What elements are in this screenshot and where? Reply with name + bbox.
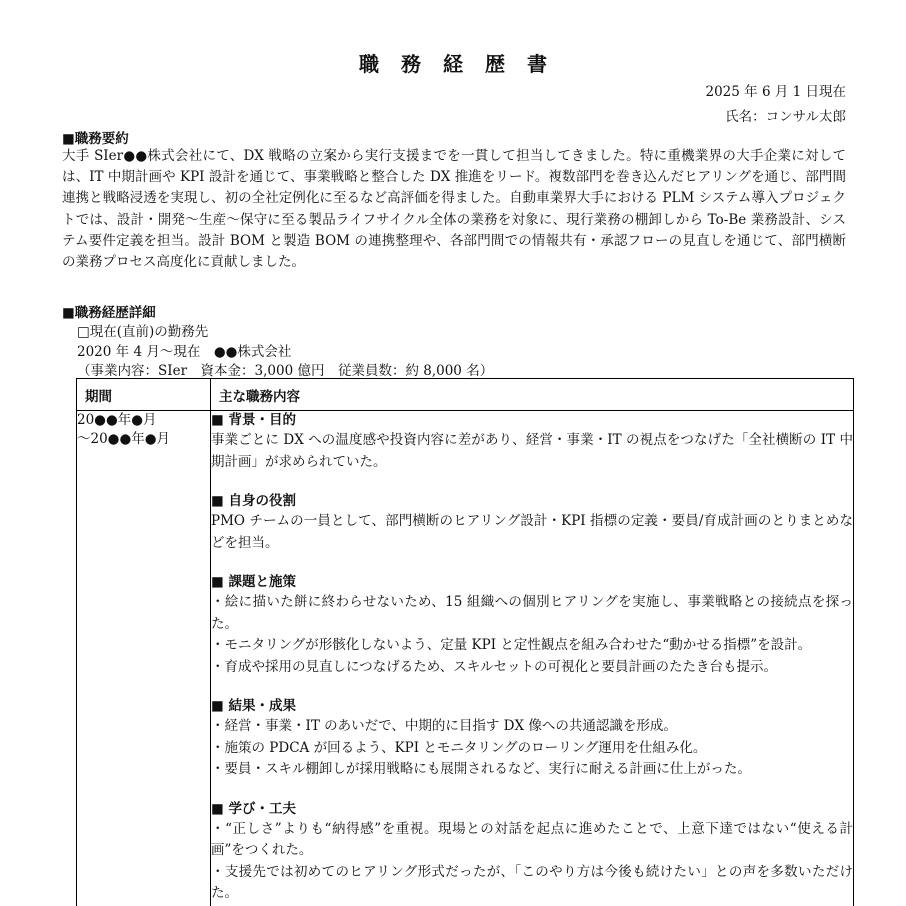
block-background — [211, 411, 853, 473]
block-role — [211, 492, 853, 554]
block-results — [211, 697, 853, 781]
company-info: （事業内容：SIer 資本金：3,000 億円 従業員数：約 8,000 名） — [77, 363, 494, 379]
summary-heading: ■職務要約 — [62, 131, 129, 147]
period-cell — [77, 411, 211, 906]
column-header-period: 期間 — [77, 379, 211, 411]
block-learnings — [211, 800, 853, 905]
table-header-row — [77, 379, 854, 411]
block-line: ・経営・事業・IT のあいだで、中期的に目指す DX 像への共通認識を形成。 — [211, 718, 677, 734]
block-line: ・要員・スキル棚卸しが採用戦略にも展開されるなど、実行に耐える計画に仕上がった。 — [211, 761, 751, 777]
document-date: 2025 年 6 月 1 日現在 — [705, 84, 846, 100]
career-table — [76, 378, 854, 906]
company-line: 2020 年 4 月～現在 ●●株式会社 — [77, 344, 292, 360]
table-row — [77, 411, 854, 906]
block-line: ・モニタリングが形骸化しないよう、定量 KPI と定性観点を組み合わせた“動かせる指標”を設計。 — [211, 637, 812, 653]
column-header-content: 主な職務内容 — [211, 379, 854, 411]
content-cell — [211, 411, 854, 906]
block-issues — [211, 573, 853, 678]
block-line: ・支援先では初めてのヒアリング形式だったが、「このやり方は今後も続けたい」との声を多数いただけた。 — [211, 863, 853, 901]
summary-text: 大手 SIer●●株式会社にて、DX 戦略の立案から実行支援までを一貫して担当してきました。特に重機業界の大手企業に対しては、IT 中期計画や KPI 設計を通じて、事業戦略と整合した DX 推進をリード。複数部門を巻き込んだヒアリングを通じ、部門間連携と戦略浸透を実現し、初の全社定例化に至るなど高評価を得ました。自動車業界大手における PLM システム導入プロジェクトでは、設計・開発～生産～保守に至る製品ライフサイクル全体の業務を対象に、現行業務の棚卸しから To-Be 業務設計、システム要件定義を担当。設計 BOM と製造 BOM の連携整理や、各部門間での情報共有・承認フローの見直しを通じて、部門横断の業務プロセス高度化に貢献しました。 — [62, 148, 846, 271]
block-heading: ■ 背景・目的 — [211, 412, 296, 428]
period-start: 20●●年●月 — [77, 412, 157, 428]
period-end: ～20●●年●月 — [77, 431, 171, 447]
block-heading: ■ 結果・成果 — [211, 698, 296, 714]
block-heading: ■ 学び・工夫 — [211, 800, 296, 817]
block-heading: ■ 自身の役割 — [211, 493, 296, 509]
current-employer-label: □現在(直前)の勤務先 — [77, 324, 209, 340]
block-line: PMO チームの一員として、部門横断のヒアリング設計・KPI 指標の定義・要員/育成計画のとりまとめなどを担当。 — [211, 513, 853, 551]
block-line: ・施策の PDCA が回るよう、KPI とモニタリングのローリング運用を仕組み化。 — [211, 739, 707, 756]
block-line: ・“正しさ”よりも“納得感”を重視。現場との対話を起点に進めたことで、上意下達ではない“使える計画”をつくれた。 — [211, 820, 853, 858]
block-line: ・育成や採用の見直しにつなげるため、スキルセットの可視化と要員計画のたたき台も提示。 — [211, 658, 778, 675]
block-line: ・絵に描いた餅に終わらせないため、15 組織への個別ヒアリングを実施し、事業戦略との接続点を探った。 — [211, 594, 853, 632]
applicant-name: 氏名：コンサル太郎 — [725, 109, 846, 125]
block-line: 事業ごとに DX への温度感や投資内容に差があり、経営・事業・IT の視点をつなげた「全社横断の IT 中期計画」が求められていた。 — [211, 432, 853, 470]
document-title: 職務経歴書 — [359, 52, 569, 76]
block-heading: ■ 課題と施策 — [211, 574, 296, 590]
details-heading: ■職務経歴詳細 — [62, 305, 156, 321]
